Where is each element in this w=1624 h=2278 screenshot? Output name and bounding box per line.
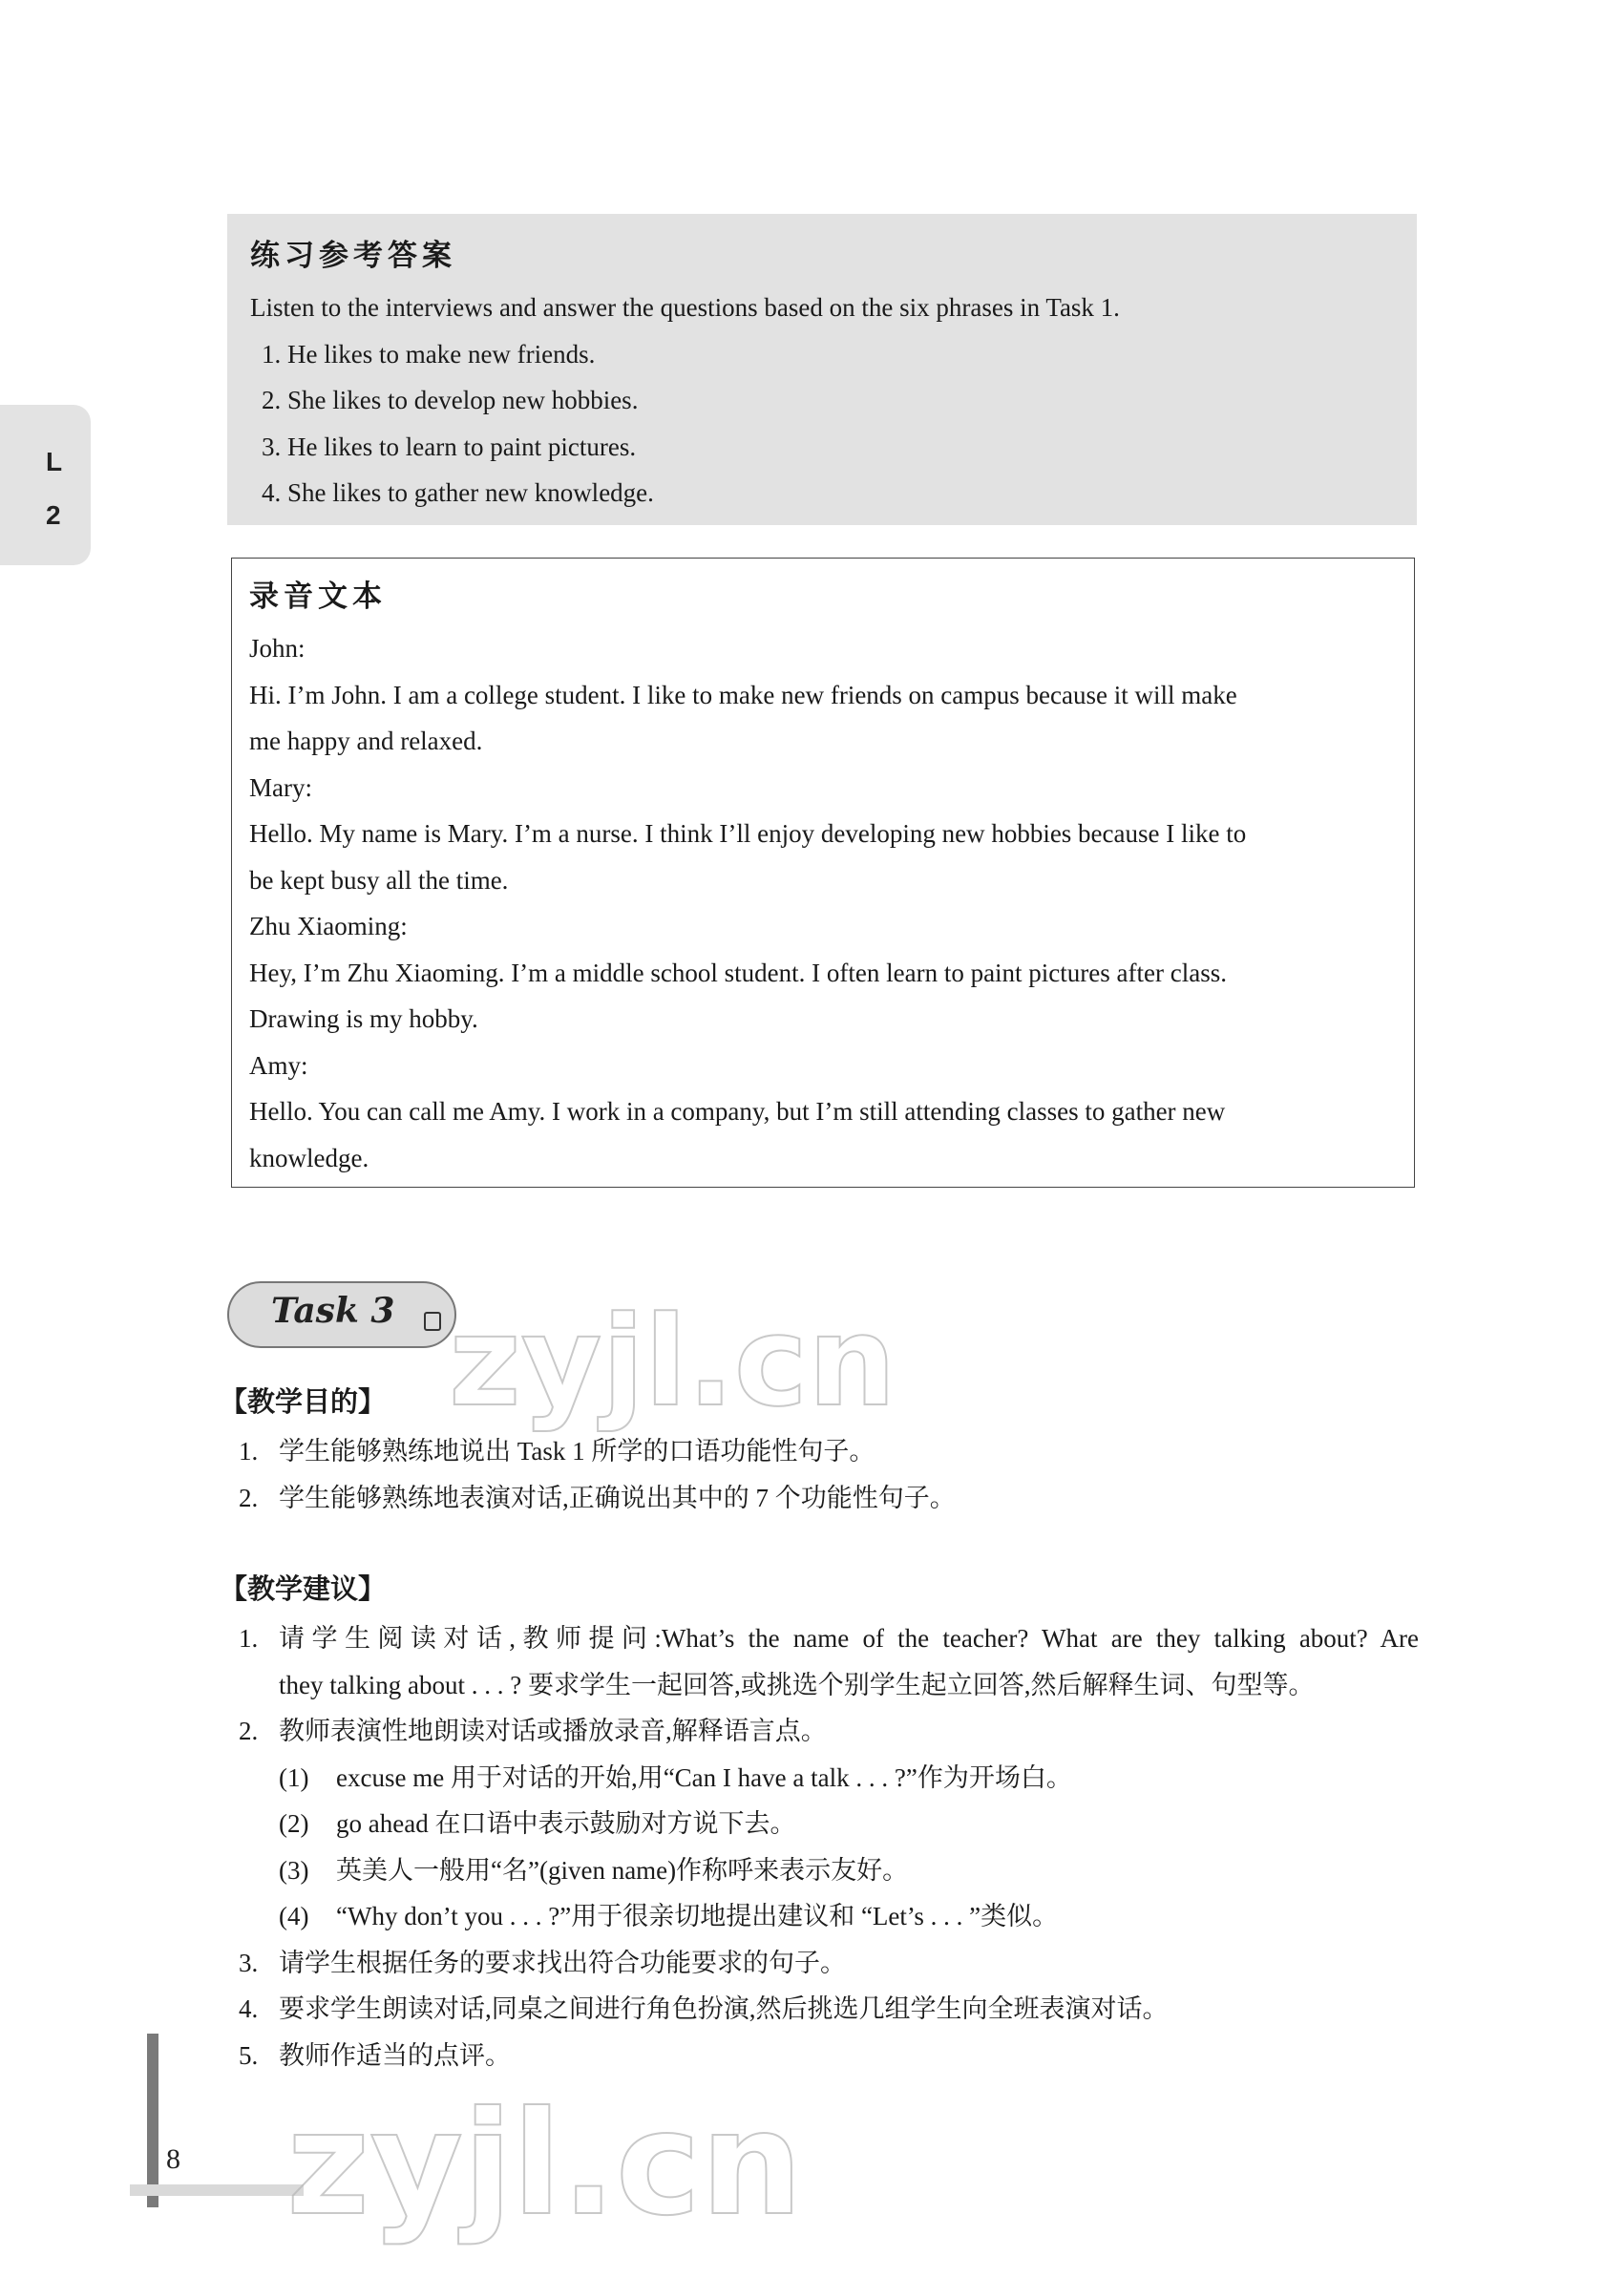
list-item — [239, 2033, 1419, 2079]
script-line: Hey, I’m Zhu Xiaoming. I’m a middle school student. I often learn to paint pictures after class. — [249, 958, 1227, 987]
answer-item: 3. He likes to learn to paint pictures. — [262, 432, 637, 461]
script-line: me happy and relaxed. — [249, 727, 483, 755]
square-icon — [424, 1312, 441, 1331]
item-text: 学生能够熟练地说出 Task 1 所学的口语功能性句子。 — [279, 1437, 875, 1466]
page-rule — [130, 2184, 304, 2196]
item-number: 1. — [239, 1624, 259, 1653]
item-text: 学生能够熟练地表演对话,正确说出其中的 7 个功能性句子。 — [279, 1483, 956, 1512]
sub-item-text: 英美人一般用“名”(given name)作称呼来表示友好。 — [336, 1855, 909, 1885]
item-text: 要求学生朗读对话,同桌之间进行角色扮演,然后挑选几组学生向全班表演对话。 — [279, 1994, 1169, 2023]
item-text: they talking about . . . ? 要求学生一起回答,或挑选个别学生起立回答,然后解释生词、句型等。 — [279, 1670, 1315, 1699]
answers-box — [227, 214, 1417, 525]
item-number: 5. — [239, 2040, 259, 2070]
objectives-heading: 【教学目的】 — [220, 1385, 387, 1418]
objectives-list — [239, 1428, 1419, 1521]
item-text: 教师表演性地朗读对话或播放录音,解释语言点。 — [279, 1717, 827, 1745]
list-item — [239, 1428, 1419, 1475]
page-bar — [147, 2034, 158, 2207]
sub-item — [239, 1847, 1419, 1894]
sub-item-text: go ahead 在口语中表示鼓励对方说下去。 — [336, 1809, 796, 1838]
sub-item-number: (2) — [279, 1809, 309, 1838]
list-item — [239, 1475, 1419, 1522]
list-item — [239, 1615, 1419, 1708]
script-line: knowledge. — [249, 1143, 369, 1172]
list-item — [239, 1940, 1419, 1987]
task-badge — [227, 1281, 456, 1348]
item-text: 教师作适当的点评。 — [279, 2040, 511, 2070]
sub-item-number: (4) — [279, 1902, 309, 1930]
item-number: 4. — [239, 1994, 259, 2023]
item-number: 2. — [239, 1717, 259, 1745]
sub-item — [239, 1893, 1419, 1940]
item-number: 1. — [239, 1437, 259, 1466]
sub-item — [239, 1755, 1419, 1802]
item-number: 3. — [239, 1948, 259, 1977]
sub-item — [239, 1801, 1419, 1847]
answer-item: 2. She likes to develop new hobbies. — [262, 386, 639, 414]
watermark: zyjl.cn — [449, 1289, 896, 1434]
list-item — [239, 1986, 1419, 2033]
watermark: zyjl.cn — [286, 2081, 803, 2247]
script-line: be kept busy all the time. — [249, 865, 509, 895]
speaker-name: John: — [249, 634, 306, 663]
suggestions-heading: 【教学建议】 — [220, 1572, 387, 1605]
sub-item-text: excuse me 用于对话的开始,用“Can I have a talk . . . ?”作为开场白。 — [336, 1762, 1072, 1792]
script-line: Hi. I’m John. I am a college student. I like to make new friends on campus because it will make — [249, 680, 1237, 709]
page-number: 8 — [166, 2143, 180, 2175]
side-tab-letter: L — [46, 447, 63, 476]
side-tab — [0, 405, 91, 565]
script-heading: 录音文本 — [249, 580, 387, 614]
answers-instruction: Listen to the interviews and answer the questions based on the six phrases in Task 1. — [250, 293, 1120, 322]
suggestions-list — [239, 1615, 1419, 2078]
item-number: 2. — [239, 1483, 259, 1512]
sub-item-number: (3) — [279, 1855, 309, 1885]
answers-heading: 练习参考答案 — [250, 239, 456, 273]
side-tab-number: 2 — [46, 500, 61, 530]
speaker-name: Mary: — [249, 772, 312, 802]
answer-item: 1. He likes to make new friends. — [262, 339, 596, 369]
script-box — [231, 558, 1415, 1188]
sub-item-number: (1) — [279, 1762, 309, 1792]
answer-item: 4. She likes to gather new knowledge. — [262, 478, 654, 507]
script-line: Hello. You can call me Amy. I work in a company, but I’m still attending classes to gather new — [249, 1097, 1226, 1126]
list-item — [239, 1708, 1419, 1755]
speaker-name: Amy: — [249, 1050, 308, 1080]
speaker-name: Zhu Xiaoming: — [249, 912, 408, 940]
sub-item-text: “Why don’t you . . . ?”用于很亲切地提出建议和 “Let’s . . . ”类似。 — [336, 1902, 1059, 1930]
item-text: 请学生根据任务的要求找出符合功能要求的句子。 — [279, 1948, 846, 1977]
script-line: Hello. My name is Mary. I’m a nurse. I think I’ll enjoy developing new hobbies because I like to — [249, 819, 1247, 848]
task-label: Task 3 — [271, 1291, 395, 1331]
script-line: Drawing is my hobby. — [249, 1004, 478, 1033]
item-text: 请学生阅读对话,教师提问:What’s the name of the teacher? What are they talking about? Are — [279, 1624, 1419, 1653]
